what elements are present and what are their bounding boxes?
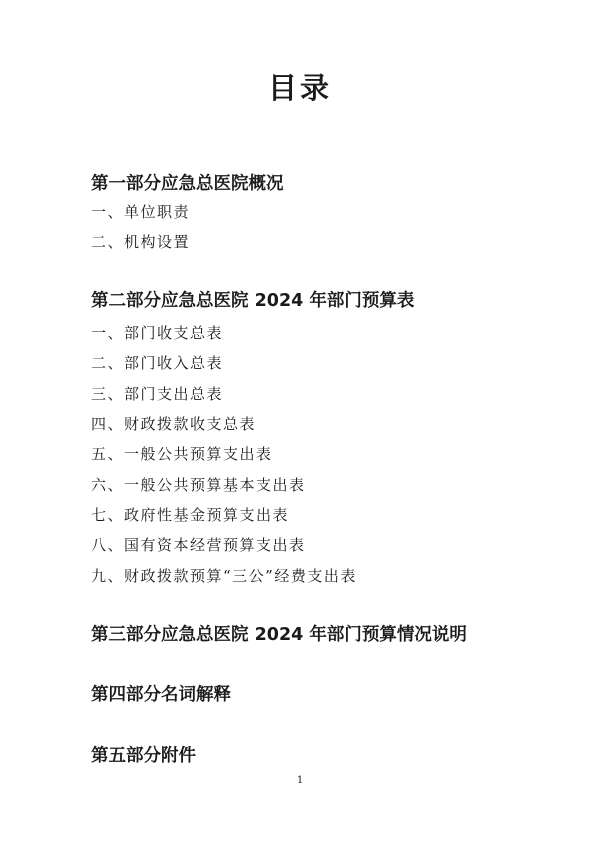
section-heading-2: 第二部分应急总医院 2024 年部门预算表 [91,291,415,311]
section-heading-1: 第一部分应急总医院概况 [91,174,284,194]
toc-item-2-3: 三、部门支出总表 [91,385,224,403]
section-heading-4: 第四部分名词解释 [91,685,231,705]
toc-item-2-2: 二、部门收入总表 [91,354,224,372]
toc-item-1-1: 一、单位职责 [91,203,191,221]
page-title: 目录 [267,71,332,105]
page-number: 1 [296,775,304,786]
toc-item-2-4: 四、财政拨款收支总表 [91,415,257,433]
toc-item-2-1: 一、部门收支总表 [91,324,224,342]
section-heading-3: 第三部分应急总医院 2024 年部门预算情况说明 [91,625,467,645]
toc-item-2-5: 五、一般公共预算支出表 [91,445,273,463]
section-heading-5: 第五部分附件 [91,746,196,766]
toc-item-2-8: 八、国有资本经营预算支出表 [91,536,306,554]
toc-item-2-7: 七、政府性基金预算支出表 [91,506,290,524]
toc-item-2-9: 九、财政拨款预算“三公”经费支出表 [91,567,357,585]
toc-item-1-2: 二、机构设置 [91,233,191,251]
toc-item-2-6: 六、一般公共预算基本支出表 [91,476,306,494]
